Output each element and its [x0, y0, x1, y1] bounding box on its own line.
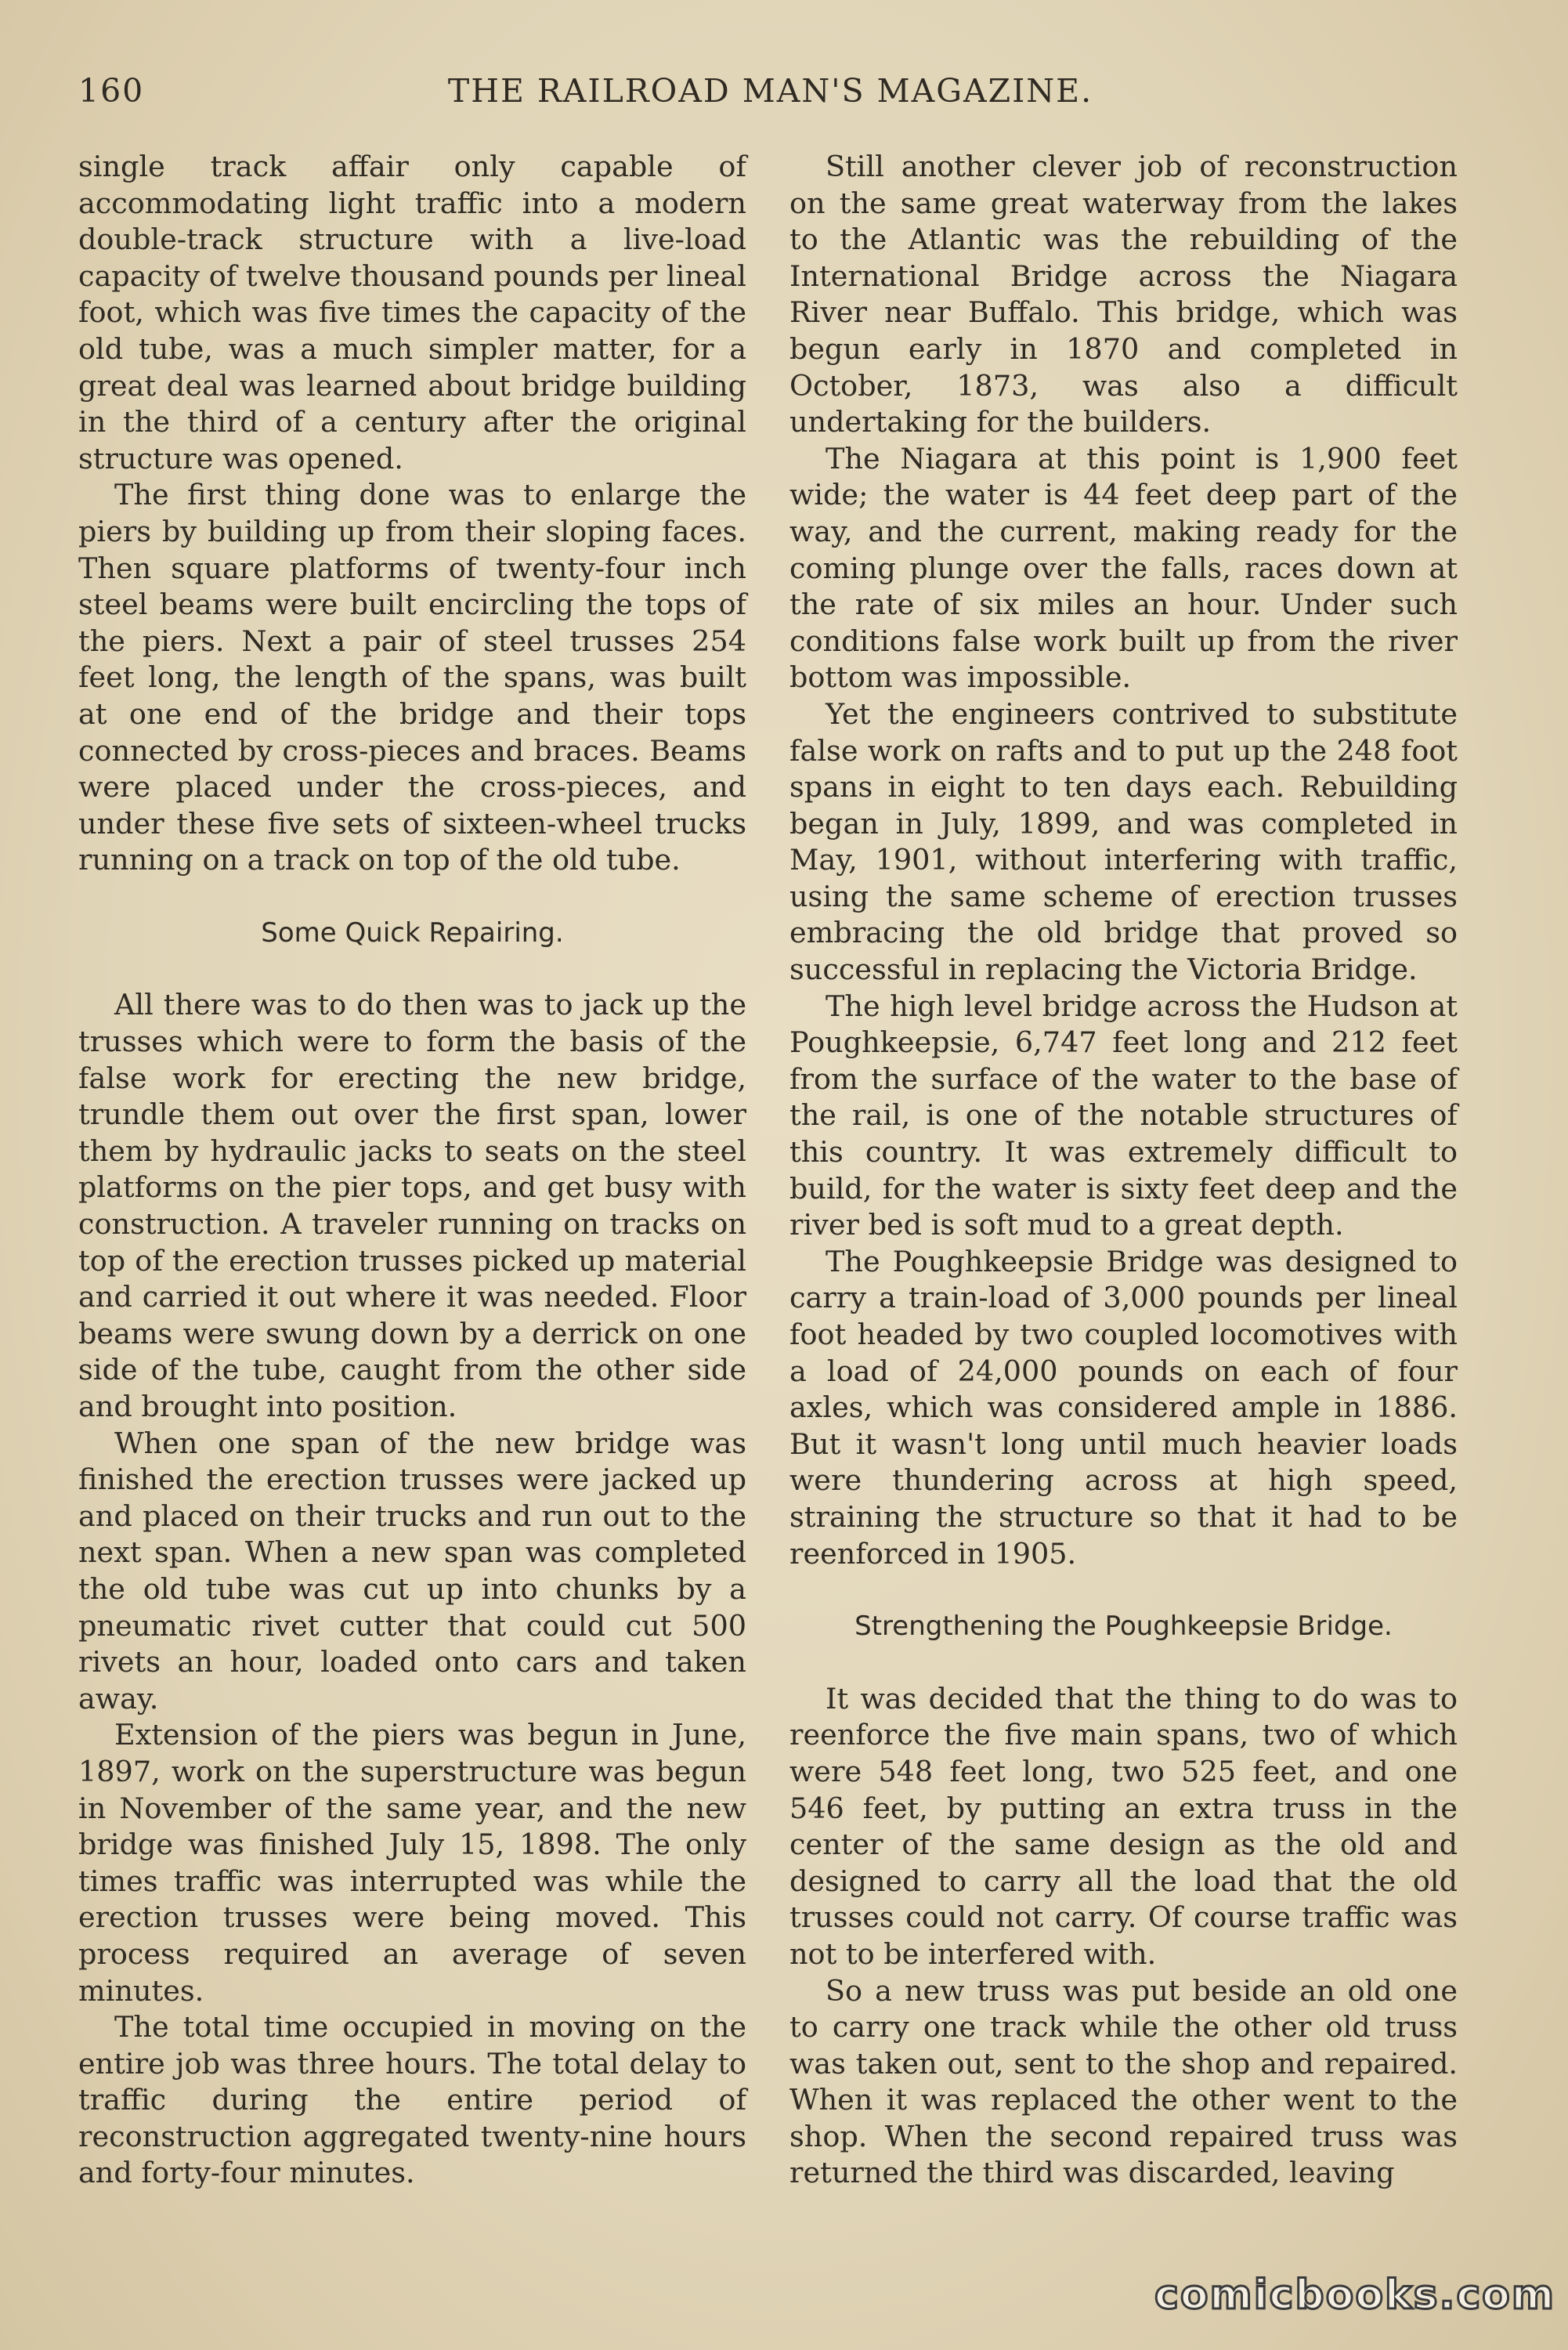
paragraph: All there was to do then was to jack up the trusses which were to form the basis of the false work for erecting the new bridge, trundle them out over the first span, lower them by hydraulic jacks to seats on the steel platforms on the pier tops, and get busy with construction. A traveler running on tracks on top of the erection trusses picked up material and carried it out where it was needed. Floor beams were swung down by a derrick on one side of the tube, caught from the other side and brought into position. — [78, 988, 746, 1423]
paragraph: single track affair only capable of accommodating light traffic into a modern double-track structure with a live-load capacity of twelve thousand pounds per lineal foot, which was five times the capacity of the old tube, was a much simpler matter, for a great deal was learned about bridge building in the third of a century after the original structure was opened. — [78, 150, 746, 475]
paragraph: Extension of the piers was begun in June, 1897, work on the superstructure was begun in November of the same year, and the new bridge was finished July 15, 1898. The only times traffic was interrupted was while the erection trusses were being moved. This process required an average of seven minutes. — [78, 1718, 746, 2008]
paragraph: Yet the engineers contrived to substitute false work on rafts and to put up the 248 foot spans in eight to ten days each. Rebuilding began in July, 1899, and was completed in May, 1901, without interfering with traffic, using the same scheme of erection trusses embracing the old bridge that proved so successful in replacing the Victoria Bridge. — [789, 696, 1458, 987]
page-number: 160 — [78, 72, 145, 110]
paragraph: So a new truss was put beside an old one to carry one track while the other old truss was taken out, sent to the shop and repaired. When it was replaced the other went to the shop. When the second repaired truss was returned the third was discarded, leaving — [789, 1973, 1458, 2190]
left-column — [78, 149, 746, 2192]
paragraph: The total time occupied in moving on the entire job was three hours. The total delay to traffic during the entire period of reconstruction aggregated twenty-nine hours and forty-four minutes. — [78, 2010, 746, 2190]
section-heading: Strengthening the Poughkeepsie Bridge. — [854, 1611, 1393, 1643]
paragraph: The Niagara at this point is 1,900 feet wide; the water is 44 feet deep part of the way, and the current, making ready for the coming plunge over the falls, races down at the rate of six miles an hour. Under such conditions false work built up from the river bottom was impossible. — [789, 441, 1458, 695]
paragraph: It was decided that the thing to do was to reenforce the five main spans, two of which were 548 feet long, two 525 feet, and one 546 feet, by putting an extra truss in the center of the same design as the old and designed to carry all the load that the old trusses could not carry. Of course traffic was not to be interfered with. — [789, 1681, 1458, 1971]
watermark-logo: comicbooks.com — [1154, 2272, 1556, 2319]
paragraph: The Poughkeepsie Bridge was designed to carry a train-load of 3,000 pounds per lineal foot headed by two coupled locomotives with a load of 24,000 pounds on each of four axles, which was considered ample in 1886. But it wasn't long until much heavier loads were thundering across at high speed, straining the structure so that it had to be reenforced in 1905. — [789, 1244, 1458, 1571]
section-heading: Some Quick Repairing. — [261, 916, 564, 949]
right-column — [789, 149, 1458, 2192]
paragraph: The first thing done was to enlarge the piers by building up from their sloping faces. Then square platforms of twenty-four inch steel beams were built encircling the tops of the piers. Next a pair of steel trusses 254 feet long, the length of the spans, was built at one end of the bridge and their tops connected by cross-pieces and braces. Beams were placed under the cross-pieces, and under these five sets of sixteen-wheel trucks running on a track on top of the old tube. — [78, 478, 746, 877]
paragraph: The high level bridge across the Hudson at Poughkeepsie, 6,747 feet long and 212 feet from the surface of the water to the base of the rail, is one of the notable structures of this country. It was extremely difficult to build, for the water is sixty feet deep and the river bed is soft mud to a great depth. — [789, 989, 1458, 1242]
running-title: THE RAILROAD MAN'S MAGAZINE. — [447, 72, 1093, 110]
paragraph: When one span of the new bridge was finished the erection trusses were jacked up and placed on their trucks and run out to the next span. When a new span was completed the old tube was cut up into chunks by a pneumatic rivet cutter that could cut 500 rivets an hour, loaded onto cars and taken away. — [78, 1426, 746, 1716]
page-header — [78, 72, 1462, 119]
paragraph: Still another clever job of reconstruction on the same great waterway from the lakes to the Atlantic was the rebuilding of the International Bridge across the Niagara River near Buffalo. This bridge, which was begun early in 1870 and completed in October, 1873, was also a difficult undertaking for the builders. — [789, 150, 1458, 439]
